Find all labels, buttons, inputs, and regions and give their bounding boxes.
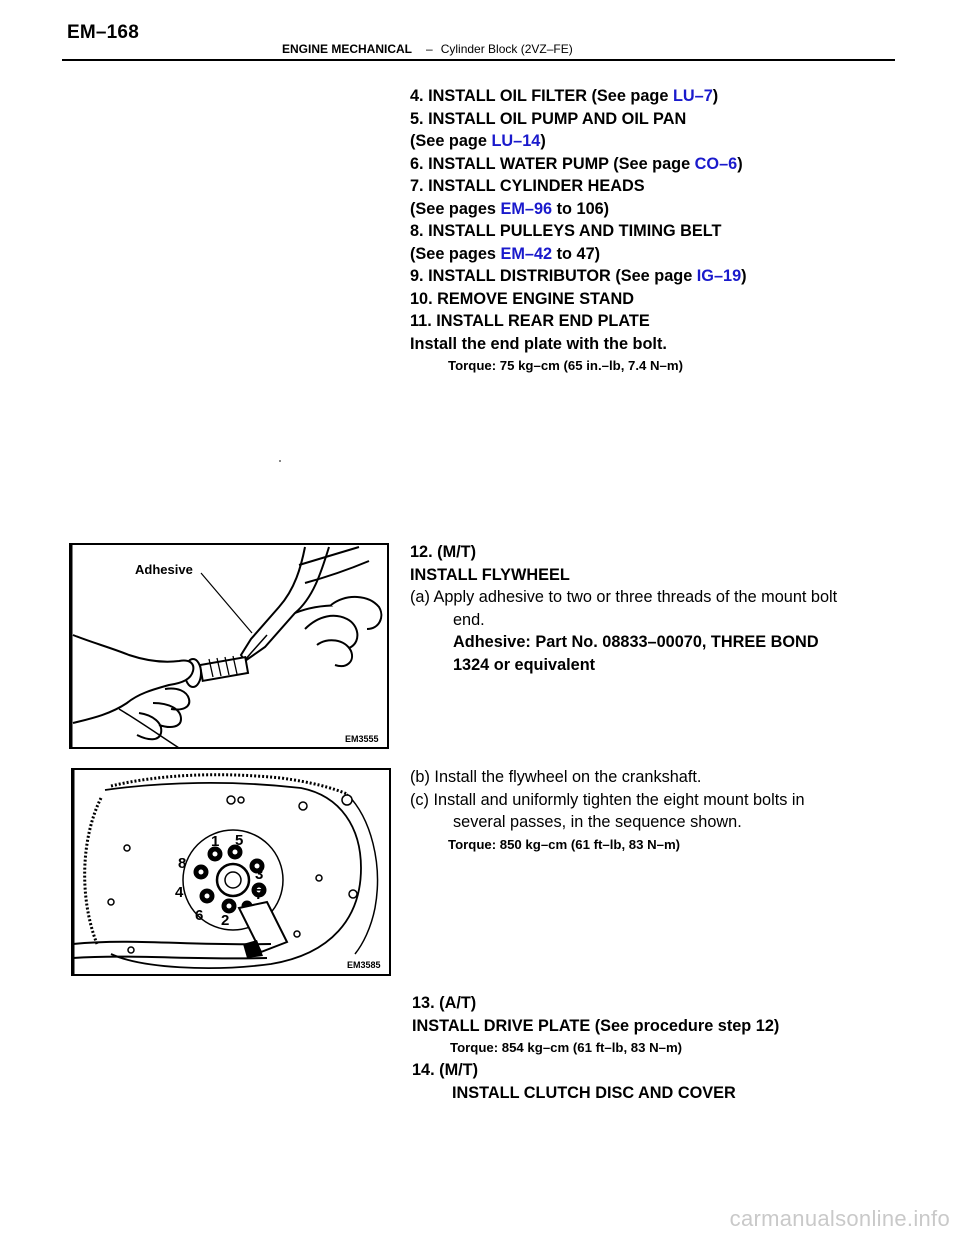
seq-6: 6 [195,907,204,924]
step-6: 6. INSTALL WATER PUMP (See page CO–6) [410,154,743,173]
seq-2: 2 [221,912,230,929]
link-em-96[interactable]: EM–96 [500,199,553,218]
adhesive-spec-line1: Adhesive: Part No. 08833–00070, THREE BOND [453,633,819,651]
link-lu-7[interactable]: LU–7 [672,87,713,105]
figure-code-1: EM3555 [345,734,379,744]
link-em-42[interactable]: EM–42 [500,244,553,263]
step-12c-line2: several passes, in the sequence shown. [453,813,742,831]
step-12 [410,541,890,676]
step-5-ref: (See page LU–14) [410,132,546,150]
adhesive-spec-line2: 1324 or equivalent [453,655,596,674]
step-12a-line2: end. [453,610,485,629]
step-13-torque: Torque: 854 kg–cm (61 ft–lb, 83 N–m) [450,1040,683,1055]
step-14-title: INSTALL CLUTCH DISC AND COVER [452,1083,736,1102]
steps-4-to-11 [410,85,890,377]
link-lu-14[interactable]: LU–14 [491,132,541,150]
adhesive-illustration [69,543,389,749]
adhesive-label: Adhesive [135,562,193,577]
step-5-title: 5. INSTALL OIL PUMP AND OIL PAN [410,109,687,128]
step-11-body: Install the end plate with the bolt. [410,334,667,353]
figure-code-2: EM3585 [347,960,381,970]
running-header [282,42,573,56]
seq-1: 1 [211,833,220,850]
seq-5: 5 [235,832,244,849]
step-7-ref: (See pages EM–96 to 106) [410,199,610,218]
step-11-title: 11. INSTALL REAR END PLATE [410,312,650,330]
step-8-title: 8. INSTALL PULLEYS AND TIMING BELT [410,222,722,240]
subsection-title: Cylinder Block (2VZ–FE) [440,42,573,56]
step-12-condition: 12. (M/T) [410,543,477,561]
link-ig-19[interactable]: IG–19 [696,267,742,285]
seq-8: 8 [178,855,187,872]
step-13-condition: 13. (A/T) [412,994,477,1012]
link-co-6[interactable]: CO–6 [694,154,738,173]
page-number: EM–168 [67,22,139,43]
site-watermark: carmanualsonline.info [729,1206,950,1231]
step-9: 9. INSTALL DISTRIBUTOR (See page IG–19) [410,267,747,285]
step-12b: (b) Install the flywheel on the crankshaft. [410,768,702,786]
step-12-title: INSTALL FLYWHEEL [410,565,570,584]
step-13 [412,992,892,1104]
seq-3: 3 [255,866,264,883]
step-13-title: INSTALL DRIVE PLATE (See procedure step 12) [412,1016,780,1035]
adhesive-drawing [69,543,389,749]
seq-7: 7 [255,886,264,903]
step-11-torque: Torque: 75 kg–cm (65 in.–lb, 7.4 N–m) [448,358,684,373]
step-7-title: 7. INSTALL CYLINDER HEADS [410,177,645,195]
step-8-ref: (See pages EM–42 to 47) [410,244,601,263]
seq-4: 4 [175,884,184,901]
step-4: 4. INSTALL OIL FILTER (See page LU–7) [410,87,719,105]
flywheel-illustration [71,768,391,976]
header-rule [62,59,895,61]
step-10: 10. REMOVE ENGINE STAND [410,289,635,308]
scan-speck [279,460,281,462]
step-14-condition: 14. (M/T) [412,1061,479,1079]
step-12c-line1: (c) Install and uniformly tighten the eight mount bolts in [410,790,805,809]
header-separator: – [426,42,433,56]
step-12a-line1: (a) Apply adhesive to two or three threads of the mount bolt [410,588,838,606]
step-12-bc [410,766,890,856]
section-title: ENGINE MECHANICAL [282,42,413,56]
flywheel-drawing [71,768,391,976]
step-12-torque: Torque: 850 kg–cm (61 ft–lb, 83 N–m) [448,836,681,852]
